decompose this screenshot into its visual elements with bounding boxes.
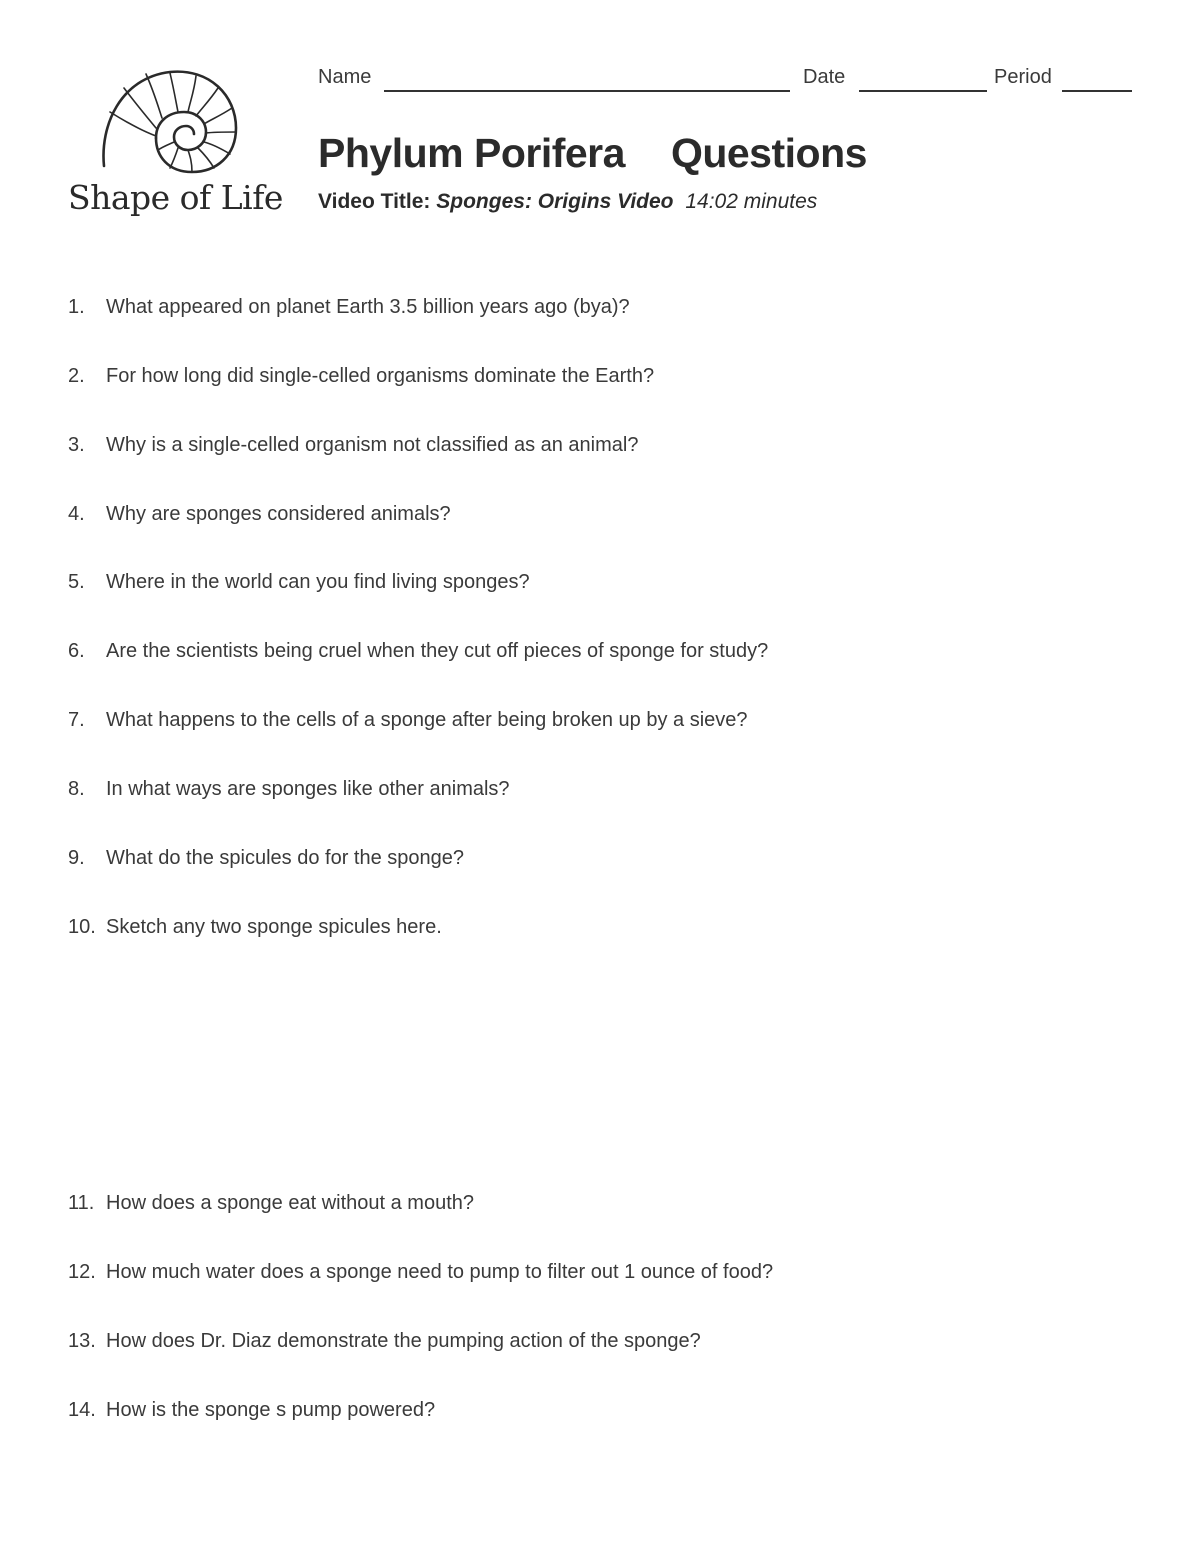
question-item [68, 503, 451, 526]
name-field[interactable] [318, 66, 371, 89]
title-secondary: Questions [670, 130, 867, 176]
question-item [68, 571, 530, 594]
question-number: 6. [68, 640, 85, 662]
question-text: How is the sponge s pump powered? [106, 1399, 436, 1421]
question-item [68, 916, 442, 939]
question-text: Sketch any two sponge spicules here. [106, 916, 442, 938]
period-field[interactable] [994, 66, 1052, 89]
question-item [68, 296, 630, 319]
question-item [68, 1330, 701, 1353]
shape-of-life-logo [66, 66, 286, 226]
question-item [68, 640, 768, 663]
date-line[interactable] [859, 90, 987, 92]
video-title-label: Video Title: [318, 190, 431, 213]
logo-text: Shape of Life [68, 178, 283, 217]
question-number: 11. [68, 1192, 95, 1214]
video-duration: 14:02 minutes [685, 190, 818, 213]
question-number: 5. [68, 571, 85, 593]
question-text: For how long did single-celled organisms dominate the Earth? [106, 365, 655, 387]
question-text: What appeared on planet Earth 3.5 billion years ago (bya)? [106, 296, 630, 318]
question-number: 14. [68, 1399, 96, 1421]
video-info [318, 190, 817, 214]
question-item [68, 847, 464, 870]
date-label: Date [803, 66, 846, 88]
question-text: How does Dr. Diaz demonstrate the pumping action of the sponge? [106, 1330, 701, 1352]
period-line[interactable] [1062, 90, 1132, 92]
question-number: 2. [68, 365, 85, 387]
question-number: 1. [68, 296, 85, 318]
question-text: In what ways are sponges like other animals? [106, 778, 510, 800]
question-text: Where in the world can you find living sponges? [106, 571, 530, 593]
video-title: Sponges: Origins Video [436, 190, 674, 213]
question-number: 9. [68, 847, 85, 869]
student-info-fields [318, 66, 1138, 96]
question-number: 3. [68, 434, 85, 456]
period-label: Period [994, 66, 1052, 88]
question-number: 4. [68, 503, 85, 525]
page-title [318, 130, 867, 177]
question-text: Why are sponges considered animals? [106, 503, 451, 525]
question-text: How does a sponge eat without a mouth? [106, 1192, 475, 1214]
question-number: 13. [68, 1330, 96, 1352]
question-item [68, 709, 748, 732]
question-item [68, 365, 654, 388]
question-number: 12. [68, 1261, 96, 1283]
question-number: 7. [68, 709, 85, 731]
question-item [68, 778, 510, 801]
question-text: How much water does a sponge need to pump to filter out 1 ounce of food? [106, 1261, 774, 1283]
question-number: 10. [68, 916, 96, 938]
question-text: What do the spicules do for the sponge? [106, 847, 465, 869]
name-line[interactable] [384, 90, 790, 92]
question-item [68, 434, 638, 457]
question-number: 8. [68, 778, 85, 800]
name-label: Name [318, 66, 372, 88]
title-main: Phylum Porifera [318, 130, 625, 176]
question-item [68, 1192, 474, 1215]
date-field[interactable] [803, 66, 845, 89]
question-item [68, 1261, 773, 1284]
nautilus-shell-icon [100, 66, 280, 178]
question-text: Why is a single-celled organism not classified as an animal? [106, 434, 639, 456]
question-text: What happens to the cells of a sponge after being broken up by a sieve? [106, 709, 748, 731]
question-text: Are the scientists being cruel when they cut off pieces of sponge for study? [106, 640, 769, 662]
question-item [68, 1399, 435, 1422]
